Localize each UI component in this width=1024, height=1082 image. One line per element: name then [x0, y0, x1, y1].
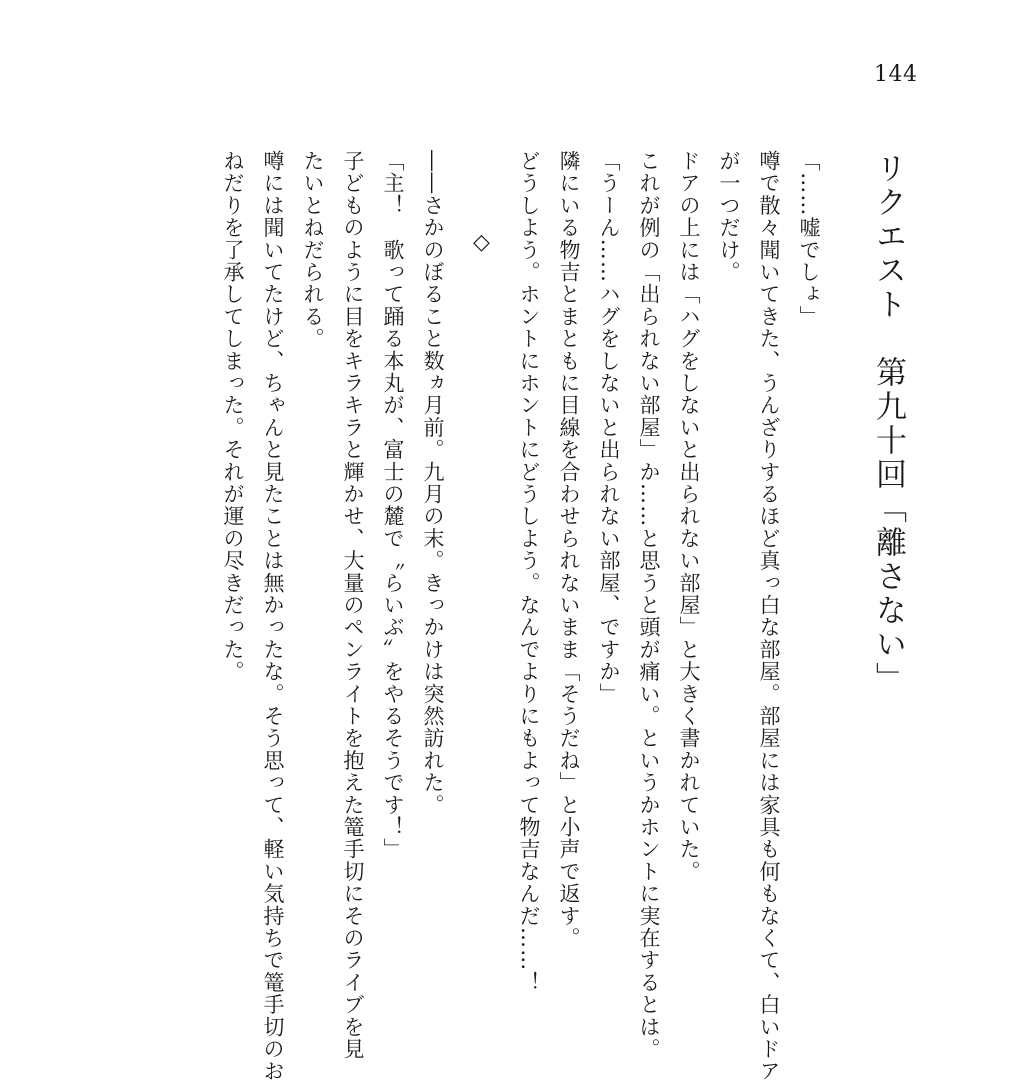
body-line: 噂には聞いてたけど、ちゃんと見たことは無かったな。そう思って、軽い気持ちで篭手切のお	[261, 150, 285, 1082]
body-line: 「……嘘でしょ」	[797, 150, 821, 328]
body-line: たいとねだられる。	[301, 150, 325, 350]
chapter-title: リクエスト 第九十回「離さない」	[870, 152, 906, 696]
body-line: どうしよう。ホントにホントにどうしよう。なんでよりにもよって物吉なんだ……！	[517, 150, 541, 994]
body-line: ――さかのぼること数ヵ月前。九月の末。きっかけは突然訪れた。	[421, 150, 445, 816]
page-number: 144	[874, 62, 918, 87]
body-line: 「主！ 歌って踊る本丸が、富士の麓で〝らいぶ〟をやるそうです！」	[381, 150, 405, 861]
body-line: 隣にいる物吉とまともに目線を合わせられないまま「そうだね」と小声で返す。	[557, 150, 581, 950]
scene-break-diamond: ◇	[469, 230, 494, 257]
vertical-text-body	[213, 150, 909, 1082]
body-line: が一つだけ。	[717, 150, 741, 284]
body-line: 噂で散々聞いてきた、うんざりするほど真っ白な部屋。部屋には家具も何もなくて、白いドア	[757, 150, 781, 1082]
body-line: ドアの上には「ハグをしないと出られない部屋」と大きく書かれていた。	[677, 150, 701, 883]
body-line: 子どものように目をキラキラと輝かせ、大量のペンライトを抱えた篭手切にそのライブを見	[341, 150, 365, 1061]
body-line: これが例の「出られない部屋」か……と思うと頭が痛い。というかホントに実在するとは。	[637, 150, 661, 1061]
body-line: 「うーん……ハグをしないと出られない部屋、ですか」	[597, 150, 621, 705]
body-line: ねだりを了承してしまった。それが運の尽きだった。	[221, 150, 245, 683]
